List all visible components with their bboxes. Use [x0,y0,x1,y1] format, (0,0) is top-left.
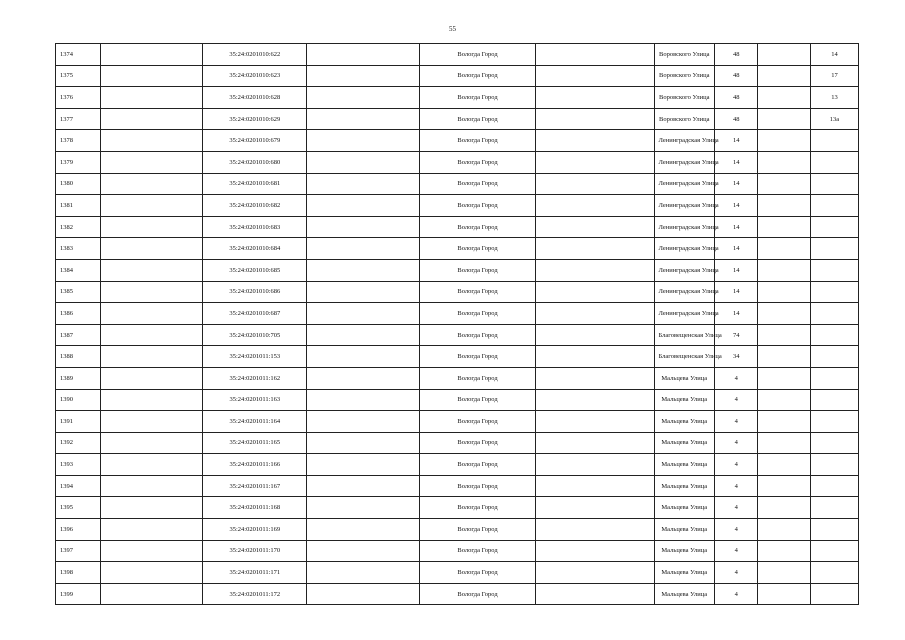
street-cell: Мальцева Улица [654,540,715,562]
city-cell: Вологда Город [420,324,535,346]
street-cell: Мальцева Улица [654,497,715,519]
cadastral-number-cell: 35:24:0201010:680 [203,151,307,173]
apartment-cell [810,195,858,217]
table-row [56,432,859,454]
cadastral-number-cell: 35:24:0201010:685 [203,259,307,281]
house-number-cell: 4 [715,411,758,433]
empty-cell [100,259,203,281]
table-row [56,195,859,217]
empty-cell [535,173,654,195]
street-cell: Ленинградская Улица [654,151,715,173]
table-row [56,303,859,325]
empty-cell [307,216,420,238]
house-number-cell: 14 [715,303,758,325]
house-number-cell: 14 [715,173,758,195]
empty-cell [100,432,203,454]
row-number-cell: 1392 [56,432,101,454]
empty-cell [535,562,654,584]
row-number-cell: 1386 [56,303,101,325]
empty-cell [758,281,811,303]
empty-cell [758,432,811,454]
house-number-cell: 14 [715,130,758,152]
table-row [56,346,859,368]
row-number-cell: 1398 [56,562,101,584]
empty-cell [535,216,654,238]
city-cell: Вологда Город [420,216,535,238]
cadastral-number-cell: 35:24:0201011:172 [203,583,307,605]
empty-cell [758,475,811,497]
street-cell: Ленинградская Улица [654,130,715,152]
empty-cell [535,454,654,476]
house-number-cell: 48 [715,65,758,87]
row-number-cell: 1390 [56,389,101,411]
table-row [56,65,859,87]
apartment-cell [810,519,858,541]
cadastral-number-cell: 35:24:0201011:171 [203,562,307,584]
empty-cell [535,44,654,66]
house-number-cell: 4 [715,432,758,454]
street-cell: Мальцева Улица [654,562,715,584]
city-cell: Вологда Город [420,130,535,152]
house-number-cell: 14 [715,281,758,303]
row-number-cell: 1374 [56,44,101,66]
empty-cell [535,195,654,217]
apartment-cell [810,216,858,238]
empty-cell [758,454,811,476]
city-cell: Вологда Город [420,411,535,433]
row-number-cell: 1381 [56,195,101,217]
city-cell: Вологда Город [420,195,535,217]
row-number-cell: 1393 [56,454,101,476]
house-number-cell: 14 [715,195,758,217]
street-cell: Ленинградская Улица [654,281,715,303]
empty-cell [535,151,654,173]
city-cell: Вологда Город [420,259,535,281]
table-row [56,367,859,389]
empty-cell [100,367,203,389]
apartment-cell [810,367,858,389]
row-number-cell: 1385 [56,281,101,303]
street-cell: Воровского Улица [654,108,715,130]
row-number-cell: 1375 [56,65,101,87]
row-number-cell: 1389 [56,367,101,389]
street-cell: Мальцева Улица [654,475,715,497]
empty-cell [535,259,654,281]
empty-cell [307,303,420,325]
row-number-cell: 1387 [56,324,101,346]
empty-cell [307,562,420,584]
empty-cell [307,151,420,173]
empty-cell [100,173,203,195]
city-cell: Вологда Город [420,173,535,195]
empty-cell [307,87,420,109]
empty-cell [307,540,420,562]
street-cell: Мальцева Улица [654,432,715,454]
empty-cell [100,389,203,411]
empty-cell [307,497,420,519]
empty-cell [307,173,420,195]
empty-cell [307,583,420,605]
city-cell: Вологда Город [420,87,535,109]
empty-cell [758,519,811,541]
empty-cell [307,454,420,476]
house-number-cell: 4 [715,540,758,562]
empty-cell [535,65,654,87]
empty-cell [535,583,654,605]
empty-cell [758,216,811,238]
empty-cell [100,238,203,260]
street-cell: Ленинградская Улица [654,195,715,217]
city-cell: Вологда Город [420,367,535,389]
table-row [56,540,859,562]
empty-cell [758,346,811,368]
empty-cell [307,432,420,454]
apartment-cell [810,281,858,303]
table-row [56,454,859,476]
apartment-cell [810,540,858,562]
empty-cell [307,130,420,152]
table-row [56,411,859,433]
empty-cell [100,281,203,303]
cadastral-number-cell: 35:24:0201011:163 [203,389,307,411]
row-number-cell: 1395 [56,497,101,519]
empty-cell [535,367,654,389]
apartment-cell: 17 [810,65,858,87]
house-number-cell: 48 [715,44,758,66]
apartment-cell: 14 [810,44,858,66]
city-cell: Вологда Город [420,540,535,562]
table-row [56,324,859,346]
empty-cell [100,151,203,173]
city-cell: Вологда Город [420,108,535,130]
cadastral-number-cell: 35:24:0201010:687 [203,303,307,325]
table-row [56,151,859,173]
apartment-cell [810,497,858,519]
empty-cell [758,562,811,584]
empty-cell [758,173,811,195]
row-number-cell: 1383 [56,238,101,260]
empty-cell [758,259,811,281]
empty-cell [307,44,420,66]
row-number-cell: 1391 [56,411,101,433]
city-cell: Вологда Город [420,151,535,173]
empty-cell [758,87,811,109]
house-number-cell: 4 [715,367,758,389]
empty-cell [535,497,654,519]
house-number-cell: 74 [715,324,758,346]
apartment-cell [810,130,858,152]
empty-cell [100,562,203,584]
empty-cell [535,346,654,368]
empty-cell [100,346,203,368]
row-number-cell: 1399 [56,583,101,605]
row-number-cell: 1378 [56,130,101,152]
city-cell: Вологда Город [420,44,535,66]
table-row [56,216,859,238]
apartment-cell [810,389,858,411]
empty-cell [307,108,420,130]
row-number-cell: 1397 [56,540,101,562]
apartment-cell [810,432,858,454]
empty-cell [100,44,203,66]
house-number-cell: 14 [715,151,758,173]
apartment-cell [810,238,858,260]
table-row [56,44,859,66]
empty-cell [535,389,654,411]
empty-cell [535,475,654,497]
apartment-cell: 13а [810,108,858,130]
cadastral-number-cell: 35:24:0201011:153 [203,346,307,368]
table-row [56,497,859,519]
empty-cell [307,346,420,368]
street-cell: Мальцева Улица [654,519,715,541]
city-cell: Вологда Город [420,389,535,411]
house-number-cell: 4 [715,497,758,519]
empty-cell [307,475,420,497]
street-cell: Воровского Улица [654,65,715,87]
empty-cell [758,195,811,217]
apartment-cell [810,411,858,433]
apartment-cell [810,583,858,605]
empty-cell [535,130,654,152]
house-number-cell: 4 [715,562,758,584]
empty-cell [307,324,420,346]
table-row [56,238,859,260]
empty-cell [758,411,811,433]
empty-cell [307,238,420,260]
empty-cell [535,108,654,130]
empty-cell [535,411,654,433]
cadastral-number-cell: 35:24:0201010:682 [203,195,307,217]
empty-cell [535,432,654,454]
house-number-cell: 48 [715,87,758,109]
house-number-cell: 14 [715,216,758,238]
empty-cell [535,238,654,260]
empty-cell [758,324,811,346]
empty-cell [758,583,811,605]
street-cell: Мальцева Улица [654,389,715,411]
cadastral-number-cell: 35:24:0201011:166 [203,454,307,476]
empty-cell [535,281,654,303]
street-cell: Мальцева Улица [654,583,715,605]
street-cell: Ленинградская Улица [654,259,715,281]
street-cell: Мальцева Улица [654,454,715,476]
empty-cell [758,44,811,66]
empty-cell [307,259,420,281]
empty-cell [307,195,420,217]
table-row [56,108,859,130]
empty-cell [758,497,811,519]
apartment-cell [810,173,858,195]
cadastral-number-cell: 35:24:0201011:169 [203,519,307,541]
apartment-cell [810,151,858,173]
empty-cell [758,389,811,411]
empty-cell [307,389,420,411]
table-row [56,519,859,541]
table-row [56,475,859,497]
empty-cell [758,303,811,325]
street-cell: Благовещенская Улица [654,324,715,346]
city-cell: Вологда Город [420,281,535,303]
table-row [56,583,859,605]
empty-cell [100,497,203,519]
apartment-cell [810,346,858,368]
empty-cell [100,195,203,217]
apartment-cell [810,303,858,325]
apartment-cell [810,475,858,497]
city-cell: Вологда Город [420,562,535,584]
row-number-cell: 1382 [56,216,101,238]
apartment-cell [810,454,858,476]
street-cell: Ленинградская Улица [654,216,715,238]
empty-cell [535,87,654,109]
empty-cell [100,475,203,497]
empty-cell [758,151,811,173]
table-row [56,259,859,281]
city-cell: Вологда Город [420,238,535,260]
street-cell: Мальцева Улица [654,367,715,389]
apartment-cell [810,324,858,346]
empty-cell [100,454,203,476]
empty-cell [535,324,654,346]
city-cell: Вологда Город [420,303,535,325]
city-cell: Вологда Город [420,583,535,605]
empty-cell [100,411,203,433]
cadastral-number-cell: 35:24:0201011:165 [203,432,307,454]
house-number-cell: 4 [715,389,758,411]
street-cell: Ленинградская Улица [654,303,715,325]
table-row [56,130,859,152]
house-number-cell: 14 [715,259,758,281]
row-number-cell: 1376 [56,87,101,109]
cadastral-number-cell: 35:24:0201010:681 [203,173,307,195]
street-cell: Воровского Улица [654,87,715,109]
empty-cell [100,87,203,109]
city-cell: Вологда Город [420,346,535,368]
cadastral-number-cell: 35:24:0201010:679 [203,130,307,152]
empty-cell [100,108,203,130]
street-cell: Мальцева Улица [654,411,715,433]
cadastral-number-cell: 35:24:0201011:168 [203,497,307,519]
cadastral-number-cell: 35:24:0201010:622 [203,44,307,66]
cadastral-number-cell: 35:24:0201010:683 [203,216,307,238]
empty-cell [758,65,811,87]
city-cell: Вологда Город [420,65,535,87]
apartment-cell [810,562,858,584]
empty-cell [100,540,203,562]
cadastral-number-cell: 35:24:0201011:162 [203,367,307,389]
table-body [56,44,859,605]
empty-cell [535,540,654,562]
empty-cell [100,130,203,152]
empty-cell [307,281,420,303]
apartment-cell: 13 [810,87,858,109]
street-cell: Благовещенская Улица [654,346,715,368]
row-number-cell: 1384 [56,259,101,281]
street-cell: Ленинградская Улица [654,173,715,195]
city-cell: Вологда Город [420,475,535,497]
street-cell: Ленинградская Улица [654,238,715,260]
empty-cell [100,324,203,346]
empty-cell [758,367,811,389]
cadastral-number-cell: 35:24:0201010:629 [203,108,307,130]
property-table [55,43,859,605]
house-number-cell: 34 [715,346,758,368]
cadastral-number-cell: 35:24:0201010:686 [203,281,307,303]
empty-cell [100,519,203,541]
empty-cell [758,108,811,130]
empty-cell [307,411,420,433]
empty-cell [100,583,203,605]
house-number-cell: 14 [715,238,758,260]
row-number-cell: 1394 [56,475,101,497]
table-row [56,281,859,303]
row-number-cell: 1396 [56,519,101,541]
empty-cell [758,540,811,562]
empty-cell [758,130,811,152]
cadastral-number-cell: 35:24:0201011:170 [203,540,307,562]
table-row [56,87,859,109]
city-cell: Вологда Город [420,432,535,454]
table-row [56,389,859,411]
empty-cell [758,238,811,260]
house-number-cell: 4 [715,583,758,605]
cadastral-number-cell: 35:24:0201010:705 [203,324,307,346]
house-number-cell: 4 [715,475,758,497]
empty-cell [535,519,654,541]
city-cell: Вологда Город [420,454,535,476]
cadastral-number-cell: 35:24:0201011:167 [203,475,307,497]
house-number-cell: 4 [715,454,758,476]
house-number-cell: 4 [715,519,758,541]
cadastral-number-cell: 35:24:0201010:684 [203,238,307,260]
house-number-cell: 48 [715,108,758,130]
empty-cell [307,519,420,541]
cadastral-number-cell: 35:24:0201010:623 [203,65,307,87]
city-cell: Вологда Город [420,519,535,541]
street-cell: Воровского Улица [654,44,715,66]
table-row [56,562,859,584]
empty-cell [307,65,420,87]
empty-cell [307,367,420,389]
page-number: 55 [449,25,456,33]
table-row [56,173,859,195]
empty-cell [535,303,654,325]
empty-cell [100,303,203,325]
row-number-cell: 1377 [56,108,101,130]
city-cell: Вологда Город [420,497,535,519]
cadastral-number-cell: 35:24:0201010:628 [203,87,307,109]
row-number-cell: 1388 [56,346,101,368]
cadastral-number-cell: 35:24:0201011:164 [203,411,307,433]
row-number-cell: 1380 [56,173,101,195]
empty-cell [100,65,203,87]
row-number-cell: 1379 [56,151,101,173]
apartment-cell [810,259,858,281]
empty-cell [100,216,203,238]
